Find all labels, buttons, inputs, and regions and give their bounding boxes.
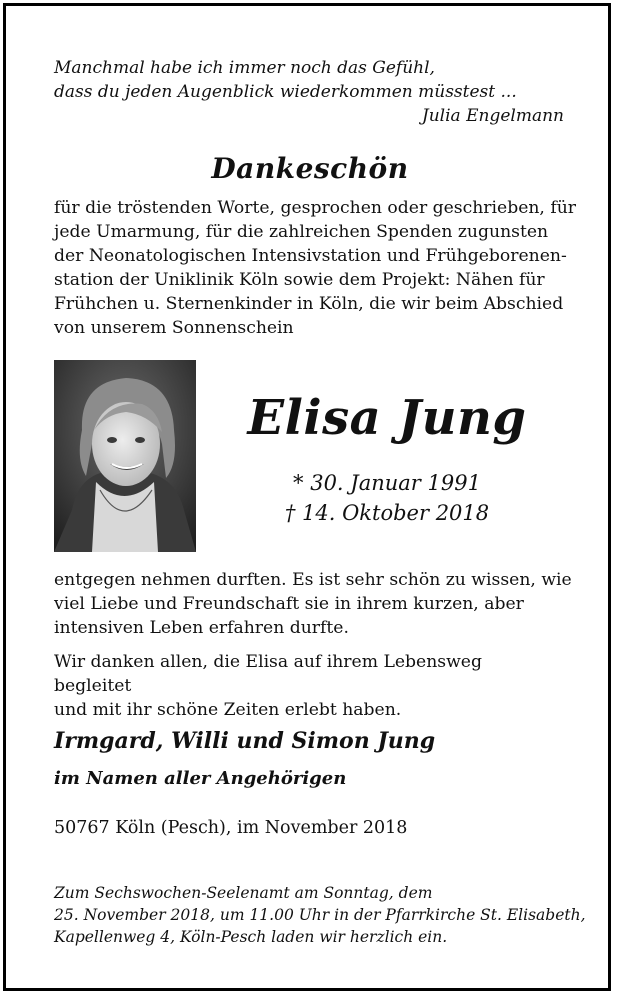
text-line: station der Uniklinik Köln sowie dem Projekt: Nähen für bbox=[54, 270, 545, 290]
notice-line: Kapellenweg 4, Köln-Pesch laden wir herzlich ein. bbox=[54, 928, 448, 946]
notice-line: 25. November 2018, um 11.00 Uhr in der Pfarrkirche St. Elisabeth, bbox=[54, 906, 586, 924]
continuation-paragraph bbox=[54, 568, 572, 640]
quote-author: Julia Engelmann bbox=[421, 106, 564, 126]
death-date: † 14. Oktober 2018 bbox=[284, 501, 490, 525]
text-line: entgegen nehmen durften. Es ist sehr schön zu wissen, wie bbox=[54, 570, 572, 590]
birth-date: * 30. Januar 1991 bbox=[293, 471, 481, 495]
place-date: 50767 Köln (Pesch), im November 2018 bbox=[54, 818, 408, 838]
quote-line: Manchmal habe ich immer noch das Gefühl, bbox=[54, 58, 435, 78]
text-line: viel Liebe und Freundschaft sie in ihrem kurzen, aber bbox=[54, 594, 524, 614]
text-line: und mit ihr schöne Zeiten erlebt haben. bbox=[54, 700, 402, 720]
text-line: intensiven Leben erfahren durfte. bbox=[54, 618, 349, 638]
service-notice bbox=[54, 882, 586, 948]
deceased-name: Elisa Jung bbox=[247, 390, 527, 446]
portrait-photo bbox=[54, 360, 196, 552]
closing-paragraph bbox=[54, 650, 564, 722]
heading-thanks: Dankeschön bbox=[211, 152, 409, 185]
portrait-image bbox=[54, 360, 196, 552]
text-line: der Neonatologischen Intensivstation und Frühgeborenen- bbox=[54, 246, 567, 266]
text-line: jede Umarmung, für die zahlreichen Spenden zugunsten bbox=[54, 222, 549, 242]
notice-line: Zum Sechswochen-Seelenamt am Sonntag, dem bbox=[54, 884, 433, 902]
signatory-behalf: im Namen aller Angehörigen bbox=[54, 768, 347, 789]
signatory-names: Irmgard, Willi und Simon Jung bbox=[54, 728, 436, 754]
thanks-paragraph bbox=[54, 196, 577, 340]
text-line: für die tröstenden Worte, gesprochen oder geschrieben, für bbox=[54, 198, 577, 218]
epigraph-quote bbox=[54, 56, 564, 128]
text-line: Wir danken allen, die Elisa auf ihrem Lebensweg begleitet bbox=[54, 652, 482, 696]
life-dates bbox=[222, 468, 552, 528]
text-line: von unserem Sonnenschein bbox=[54, 318, 294, 338]
quote-line: dass du jeden Augenblick wiederkommen müsstest ... bbox=[54, 82, 517, 102]
text-line: Frühchen u. Sternenkinder in Köln, die wir beim Abschied bbox=[54, 294, 564, 314]
